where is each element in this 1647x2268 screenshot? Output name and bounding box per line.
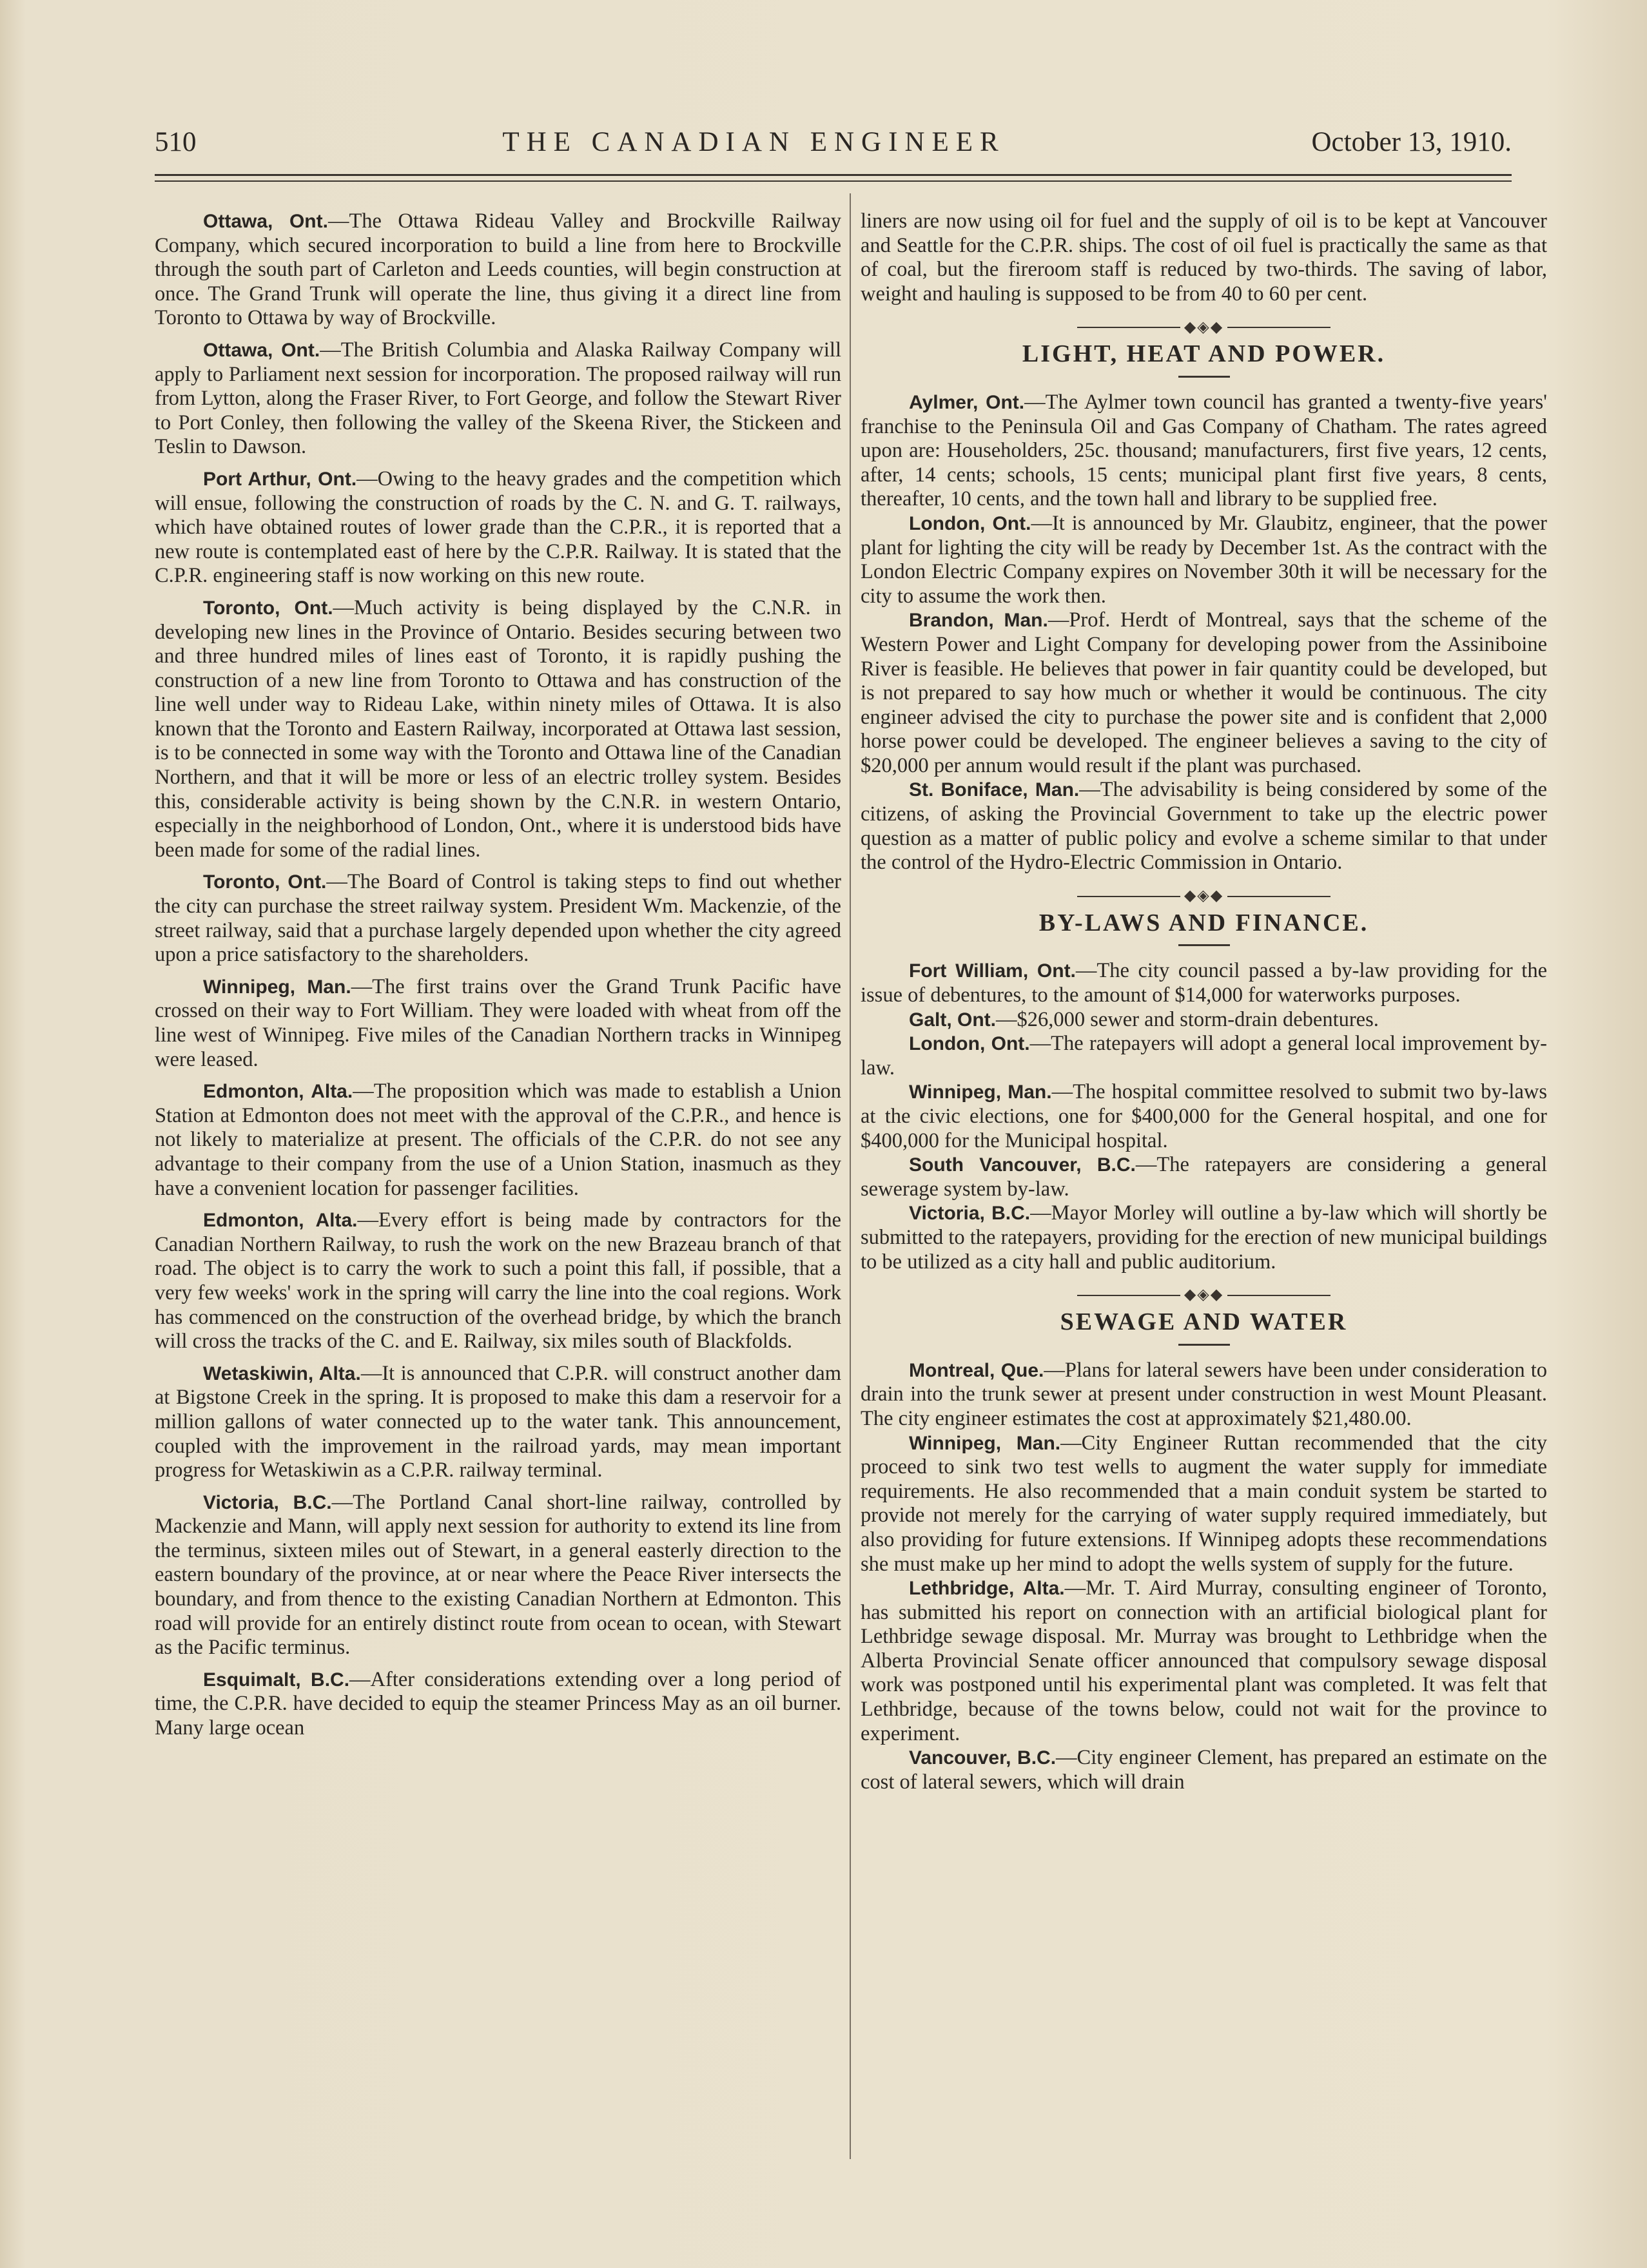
item-place: Galt, Ont. (909, 1009, 996, 1031)
item-place: Montreal, Que. (909, 1359, 1044, 1381)
item-text: —It is announced that C.P.R. will construct another dam at Bigstone Creek in the spring. It is proposed to make this dam a reservoir for a million gallons of water connected up to the water tank. This announcement, coupled with the improvement in the railroad yards, may mean important progress for Wetaskiwin as a C.P.R. railway terminal. (155, 1361, 841, 1482)
item-place: Ottawa, Ont. (203, 211, 328, 232)
news-item (155, 1080, 841, 1201)
item-text: —$26,000 sewer and storm-drain debentures. (996, 1007, 1379, 1031)
item-place: Fort William, Ont. (909, 960, 1076, 982)
item-place: Toronto, Ont. (203, 871, 327, 893)
heading-rule (1178, 376, 1230, 378)
page-header (155, 126, 1512, 165)
page-number: 510 (155, 127, 197, 157)
item-text: —City engineer Clement, has prepared an estimate on the cost of lateral sewers, which will drain (861, 1746, 1547, 1794)
news-item (861, 1201, 1547, 1274)
item-text: —Plans for lateral sewers have been under consideration to drain into the trunk sewer at present under construction in west Mount Pleasant. The city engineer estimates the cost at approximately $21,480.00. (861, 1358, 1547, 1430)
news-item (155, 1668, 841, 1741)
section-ornament: ◆◈◆ (861, 883, 1547, 902)
item-place: Winnipeg, Man. (203, 976, 351, 998)
item-place: Wetaskiwin, Alta. (203, 1362, 361, 1384)
news-item (155, 596, 841, 863)
item-place: Lethbridge, Alta. (909, 1578, 1065, 1600)
item-place: Aylmer, Ont. (909, 391, 1025, 413)
section-heading: BY-LAWS AND FINANCE. (1038, 909, 1369, 936)
item-text: —The city council passed a by-law providing for the issue of debentures, to the amount of $14,000 for waterworks purposes. (861, 959, 1547, 1007)
section-ornament: ◆◈◆ (861, 1282, 1547, 1301)
news-item (155, 467, 841, 588)
news-item (861, 1431, 1547, 1577)
left-column (155, 209, 841, 1749)
item-text: —Mr. T. Aird Murray, consulting engineer of Toronto, has submitted his report on connection with an artificial biological plant for Lethbridge sewage disposal. Mr. Murray was brought to Lethbridge when the Alberta Provincial Senate officer announced that compulsory sewage disposal work was postponed until his experimental plant was completed. It was felt that Lethbridge, because of the towns below, could not wait for the province to experiment. (861, 1576, 1547, 1745)
publication-title: THE CANADIAN ENGINEER (502, 127, 1006, 157)
item-text: —The Ottawa Rideau Valley and Brockville Railway Company, which secured incorporation to build a line from here to Brockville through the south part of Carleton and Leeds counties, will begin construction at once. The Grand Trunk will operate the line, thus giving it a direct line from Toronto to Ottawa by way of Brockville. (155, 209, 841, 330)
item-place: Edmonton, Alta. (203, 1081, 353, 1103)
header-rule-bottom (155, 180, 1512, 182)
item-text: —After considerations extending over a long period of time, the C.P.R. have decided to equip the steamer Princess May as an oil burner. Many large ocean (155, 1667, 841, 1740)
news-item (861, 608, 1547, 778)
item-place: London, Ont. (909, 512, 1031, 534)
news-item (861, 1359, 1547, 1431)
item-place: Vancouver, B.C. (909, 1747, 1057, 1769)
news-item (861, 1746, 1547, 1794)
item-text: —The British Columbia and Alaska Railway Company will apply to Parliament next session for incorporation. The proposed railway will run from Lytton, along the Fraser River, to Fort George, and follow the Stewart River to Port Conley, then following the valley of the Skeena River, the Stickeen and Teslin to Dawson. (155, 338, 841, 459)
news-item (155, 975, 841, 1072)
item-place: St. Boniface, Man. (909, 779, 1080, 801)
continued-text: liners are now using oil for fuel and the supply of oil is to be kept at Vancouver and Seattle for the C.P.R. ships. The cost of oil fuel is practically the same as that of coal, but the fireroom staff is reduced by two-thirds. The saving of labor, weight and hauling is supposed to be from 40 to 60 per cent. (861, 209, 1547, 305)
news-item (155, 338, 841, 460)
news-item (861, 1153, 1547, 1201)
item-place: Port Arthur, Ont. (203, 468, 357, 490)
item-text: —The ratepayers are considering a general sewerage system by-law. (861, 1153, 1548, 1201)
item-place: Esquimalt, B.C. (203, 1669, 350, 1691)
item-text: —The Aylmer town council has granted a twenty-five years' franchise to the Peninsula Oil and Gas Company of Chatham. The rates agreed upon are: Householders, 25c. thousand; manufacturers, first five years, 12 cents, after, 14 cents; schools, 15 cents; municipal plant first five years, 8 cents, thereafter, 10 cents, and the town hall and library to be supplied free. (861, 390, 1547, 511)
item-place: Victoria, B.C. (203, 1491, 332, 1513)
heading-rule (1178, 944, 1230, 946)
news-item (155, 209, 841, 331)
section-heading: SEWAGE AND WATER (1060, 1308, 1348, 1336)
news-item (861, 959, 1547, 1007)
item-text: —Much activity is being displayed by the C.N.R. in developing new lines in the Province of Ontario. Besides securing between two and three hundred miles of lines east of Toronto, it is rapidly pushing the construction of a new line from Toronto to Ottawa and has construction of the line well under way to Rideau Lake, within ninety miles of Ottawa. It is also known that the Toronto and Eastern Railway, incorporated at Ottawa last session, is to be connected in some way with the Toronto and Ottawa line of the Canadian Northern, and that it will be more or less of an electric trolley system. Besides this, considerable activity is being shown by the C.N.R. in western Ontario, especially in the neighborhood of London, Ont., where it is understood bids have been made for some of the radial lines. (155, 596, 841, 862)
item-text: —The Portland Canal short-line railway, controlled by Mackenzie and Mann, will apply next session for authority to extend its line from the terminus, sixteen miles out of Stewart, in a general easterly direction to the eastern boundary of the province, at or near where the Peace River intersects the boundary, and from thence to the existing Canadian Northern at Edmonton. This road will provide for an entirely distinct route from ocean to ocean, with Stewart as the Pacific terminus. (155, 1490, 841, 1660)
heading-rule (1178, 1344, 1230, 1346)
item-text: —The proposition which was made to establish a Union Station at Edmonton does not meet with the approval of the C.P.R., and hence is not likely to materialize at present. The officials of the C.P.R. do not see any advantage to their company from the use of a Union Station, inasmuch as they have a convenient location for passenger facilities. (155, 1080, 841, 1200)
right-column (861, 209, 1547, 1802)
news-item (861, 778, 1547, 875)
item-place: Winnipeg, Man. (909, 1432, 1061, 1454)
item-text: —Owing to the heavy grades and the competition which will ensue, following the construction of roads by the C. N. and G. T. railways, which have obtained routes of lower grade than the C.P.R., it is reported that a new route is contemplated east of here by the C.P.R. Railway. It is stated that the C.P.R. engineering staff is now working on this new route. (155, 467, 841, 588)
news-item (155, 1362, 841, 1483)
news-item (861, 1576, 1547, 1746)
news-item (861, 1080, 1547, 1153)
item-place: Toronto, Ont. (203, 597, 333, 619)
news-item (155, 1491, 841, 1660)
item-text: —The hospital committee resolved to submit two by-laws at the civic elections, one for $400,000 for the General hospital, and one for $400,000 for the Municipal hospital. (861, 1080, 1547, 1152)
item-place: London, Ont. (909, 1033, 1030, 1055)
item-text: —The ratepayers will adopt a general local improvement by-law. (861, 1032, 1548, 1080)
issue-date: October 13, 1910. (1311, 127, 1512, 157)
item-place: Edmonton, Alta. (203, 1210, 358, 1232)
item-place: Brandon, Man. (909, 610, 1048, 632)
news-item (861, 1008, 1547, 1032)
item-text: —Every effort is being made by contractors for the Canadian Northern Railway, to rush the work on the new Brazeau branch of that road. The object is to carry the work to such a point this fall, if possible, that a very few weeks' work in the spring will carry the line into the coal regions. Work has commenced on the construction of the overhead bridge, by which the branch will cross the tracks of the C. and E. Railway, six miles south of Blackfolds. (155, 1208, 841, 1353)
item-text: —The Board of Control is taking steps to find out whether the city can purchase the street railway system. President Wm. Mackenzie, of the street railway, said that a purchase largely depended upon whether the city agreed upon a price satisfactory to the shareholders. (155, 870, 841, 967)
section-heading: LIGHT, HEAT AND POWER. (1022, 340, 1386, 368)
section-ornament: ◆◈◆ (861, 314, 1547, 333)
news-item (861, 1032, 1547, 1080)
item-place: Victoria, B.C. (909, 1203, 1031, 1225)
item-text: —Prof. Herdt of Montreal, says that the scheme of the Western Power and Light Company for developing power from the Assiniboine River is feasible. He believes that power in fair quantity could be developed, but is not prepared to say how much or whether it would be continuous. The city engineer advised the city to purchase the power site and is confident that 2,000 horse power could be developed. The engineer believes a saving to the city of $20,000 per annum would result if the plant was purchased. (861, 608, 1547, 777)
item-text: —The first trains over the Grand Trunk Pacific have crossed on their way to Fort William. They were loaded with wheat from off the line west of Winnipeg. Five miles of the Canadian Northern tracks in Winnipeg were leased. (155, 974, 841, 1071)
item-text: —Mayor Morley will outline a by-law which will shortly be submitted to the ratepayers, providing for the erection of new municipal buildings to be utilized as a city hall and public auditorium. (861, 1201, 1548, 1274)
item-text: —City Engineer Ruttan recommended that the city proceed to sink two test wells to augment the water supply for immediate requirements. He also recommended that a main conduit system be started to provide not merely for the carrying of water supply required immediately, but also providing for future extensions. If Winnipeg adopts these recommendations she must make up her mind to adopt the wells system of supply for the future. (861, 1431, 1547, 1576)
item-place: South Vancouver, B.C. (909, 1154, 1136, 1176)
item-place: Winnipeg, Man. (909, 1081, 1052, 1103)
header-rule-top (155, 174, 1512, 176)
item-text: —It is announced by Mr. Glaubitz, engineer, that the power plant for lighting the city will be ready by December 1st. As the contract with the London Electric Company expires on November 30th it will be necessary for the city to assume the work then. (861, 511, 1548, 608)
column-divider (850, 193, 851, 2159)
news-item (861, 391, 1547, 512)
item-place: Ottawa, Ont. (203, 339, 320, 361)
news-item (155, 1208, 841, 1354)
item-text: —The advisability is being considered by some of the citizens, of asking the Provincial Government to take up the electric power question as a matter of public policy and evolve a scheme similar to that under the control of the Hydro-Electric Commission in Ontario. (861, 778, 1548, 875)
news-item (155, 870, 841, 967)
news-item (861, 512, 1547, 608)
